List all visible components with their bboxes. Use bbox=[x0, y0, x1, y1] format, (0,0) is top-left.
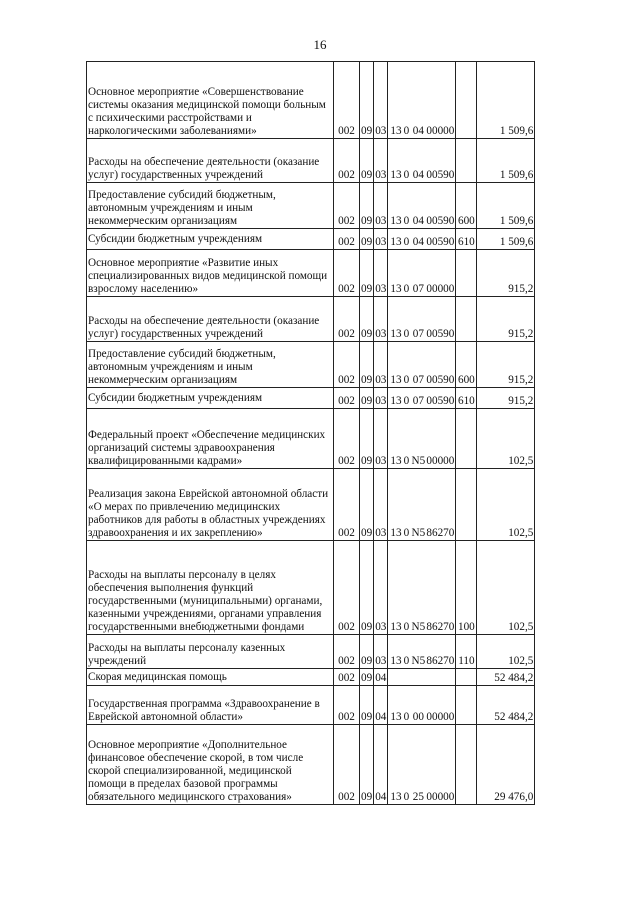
section-code: 09 bbox=[360, 388, 374, 409]
expense-type-code: 600 bbox=[456, 183, 477, 229]
target-article-code bbox=[388, 541, 456, 635]
target-article-code bbox=[388, 686, 456, 725]
table-row bbox=[87, 409, 535, 469]
budget-table bbox=[86, 61, 535, 805]
subsection-code: 03 bbox=[374, 297, 388, 342]
target-article-part: 86270 bbox=[426, 527, 455, 539]
target-article-part: 07 bbox=[412, 328, 424, 340]
row-name: Основное мероприятие «Дополнительное финансовое обеспечение скорой, в том числе скорой специализированной, медицинской помощи в пределах базовой программы обязательного медицинского страхования» bbox=[87, 725, 334, 805]
table-row bbox=[87, 725, 535, 805]
grbs-code: 002 bbox=[334, 388, 360, 409]
target-article-part: 13 bbox=[390, 374, 402, 386]
target-article-part: 00590 bbox=[426, 169, 455, 181]
amount: 1 509,6 bbox=[477, 229, 535, 250]
grbs-code: 002 bbox=[334, 541, 360, 635]
grbs-code: 002 bbox=[334, 250, 360, 297]
target-article-part: 0 bbox=[403, 711, 410, 723]
row-name: Федеральный проект «Обеспечение медицинских организаций системы здравоохранения квалифицированными кадрами» bbox=[87, 409, 334, 469]
amount: 102,5 bbox=[477, 469, 535, 541]
expense-type-code: 110 bbox=[456, 635, 477, 669]
row-name: Основное мероприятие «Совершенствование системы оказания медицинской помощи больным с психическими расстройствами и наркологическими заболеваниями» bbox=[87, 62, 334, 139]
target-article-code bbox=[388, 669, 456, 686]
expense-type-code: 610 bbox=[456, 388, 477, 409]
row-name: Основное мероприятие «Развитие иных специализированных видов медицинской помощи взрослому населению» bbox=[87, 250, 334, 297]
table-row bbox=[87, 183, 535, 229]
subsection-code: 04 bbox=[374, 669, 388, 686]
amount: 915,2 bbox=[477, 342, 535, 388]
table-row bbox=[87, 342, 535, 388]
row-name: Расходы на выплаты персоналу казенных учреждений bbox=[87, 635, 334, 669]
target-article-part: N5 bbox=[411, 655, 426, 667]
grbs-code: 002 bbox=[334, 183, 360, 229]
table-row bbox=[87, 297, 535, 342]
section-code: 09 bbox=[360, 686, 374, 725]
target-article-part: 00000 bbox=[426, 791, 455, 803]
target-article-part: 04 bbox=[412, 215, 424, 227]
target-article-part: 13 bbox=[390, 711, 402, 723]
section-code: 09 bbox=[360, 635, 374, 669]
grbs-code: 002 bbox=[334, 139, 360, 183]
section-code: 09 bbox=[360, 62, 374, 139]
grbs-code: 002 bbox=[334, 686, 360, 725]
target-article-part: 86270 bbox=[426, 655, 455, 667]
target-article-part: 13 bbox=[390, 455, 402, 467]
table-row bbox=[87, 669, 535, 686]
target-article-part: 0 bbox=[403, 527, 410, 539]
amount: 915,2 bbox=[477, 388, 535, 409]
target-article-part: 0 bbox=[403, 125, 410, 137]
target-article-part: 00000 bbox=[426, 125, 455, 137]
target-article-part: 13 bbox=[390, 215, 402, 227]
row-name: Субсидии бюджетным учреждениям bbox=[87, 229, 334, 250]
target-article-code bbox=[388, 635, 456, 669]
target-article-part: 13 bbox=[390, 125, 402, 137]
row-name: Расходы на выплаты персоналу в целях обеспечения выполнения функций государственными (муниципальными) органами, казенными учреждениями, органами управления государственными внебюджетными фондами bbox=[87, 541, 334, 635]
target-article-part: 00590 bbox=[426, 328, 455, 340]
grbs-code: 002 bbox=[334, 725, 360, 805]
section-code: 09 bbox=[360, 669, 374, 686]
target-article-part: 13 bbox=[390, 527, 402, 539]
page-number: 16 bbox=[313, 37, 327, 52]
target-article-part: 0 bbox=[403, 455, 410, 467]
amount: 102,5 bbox=[477, 541, 535, 635]
target-article-part: 13 bbox=[390, 283, 402, 295]
section-code: 09 bbox=[360, 409, 374, 469]
target-article-part: 13 bbox=[390, 395, 402, 407]
expense-type-code: 610 bbox=[456, 229, 477, 250]
subsection-code: 03 bbox=[374, 62, 388, 139]
section-code: 09 bbox=[360, 297, 374, 342]
subsection-code: 03 bbox=[374, 139, 388, 183]
target-article-part: 0 bbox=[403, 169, 410, 181]
amount: 1 509,6 bbox=[477, 183, 535, 229]
table-row bbox=[87, 635, 535, 669]
target-article-part: 07 bbox=[412, 374, 424, 386]
target-article-code bbox=[388, 183, 456, 229]
target-article-part: 13 bbox=[390, 621, 402, 633]
subsection-code: 03 bbox=[374, 342, 388, 388]
target-article-code bbox=[388, 139, 456, 183]
grbs-code: 002 bbox=[334, 469, 360, 541]
target-article-part: N5 bbox=[411, 621, 426, 633]
section-code: 09 bbox=[360, 469, 374, 541]
section-code: 09 bbox=[360, 541, 374, 635]
row-name: Предоставление субсидий бюджетным, автономным учреждениям и иным некоммерческим организациям bbox=[87, 183, 334, 229]
target-article-part: 00590 bbox=[426, 395, 455, 407]
amount: 102,5 bbox=[477, 409, 535, 469]
target-article-code bbox=[388, 297, 456, 342]
table-row bbox=[87, 541, 535, 635]
target-article-part: 0 bbox=[403, 395, 410, 407]
table-row bbox=[87, 229, 535, 250]
subsection-code: 03 bbox=[374, 469, 388, 541]
amount: 1 509,6 bbox=[477, 139, 535, 183]
row-name: Скорая медицинская помощь bbox=[87, 669, 334, 686]
section-code: 09 bbox=[360, 139, 374, 183]
table-row bbox=[87, 686, 535, 725]
section-code: 09 bbox=[360, 725, 374, 805]
row-name: Реализация закона Еврейской автономной области «О мерах по привлечению медицинских работников для работы в областных учреждениях здравоохранения и их закреплению» bbox=[87, 469, 334, 541]
row-name: Государственная программа «Здравоохранение в Еврейской автономной области» bbox=[87, 686, 334, 725]
amount: 52 484,2 bbox=[477, 669, 535, 686]
subsection-code: 03 bbox=[374, 541, 388, 635]
target-article-part: 04 bbox=[412, 125, 424, 137]
subsection-code: 03 bbox=[374, 388, 388, 409]
subsection-code: 04 bbox=[374, 725, 388, 805]
target-article-part: 13 bbox=[390, 655, 402, 667]
amount: 52 484,2 bbox=[477, 686, 535, 725]
target-article-code bbox=[388, 469, 456, 541]
budget-table-body bbox=[87, 62, 535, 805]
expense-type-code bbox=[456, 669, 477, 686]
row-name: Расходы на обеспечение деятельности (оказание услуг) государственных учреждений bbox=[87, 297, 334, 342]
target-article-code bbox=[388, 342, 456, 388]
target-article-part: 07 bbox=[412, 283, 424, 295]
target-article-part: 07 bbox=[412, 395, 424, 407]
expense-type-code bbox=[456, 139, 477, 183]
target-article-part: 00000 bbox=[426, 455, 455, 467]
section-code: 09 bbox=[360, 342, 374, 388]
target-article-part: 0 bbox=[403, 215, 410, 227]
grbs-code: 002 bbox=[334, 669, 360, 686]
target-article-part: 00590 bbox=[426, 374, 455, 386]
amount: 29 476,0 bbox=[477, 725, 535, 805]
target-article-part: 00590 bbox=[426, 215, 455, 227]
section-code: 09 bbox=[360, 229, 374, 250]
target-article-code bbox=[388, 62, 456, 139]
table-row bbox=[87, 139, 535, 183]
amount: 915,2 bbox=[477, 297, 535, 342]
target-article-part: 0 bbox=[403, 236, 410, 248]
target-article-part: 25 bbox=[412, 791, 424, 803]
section-code: 09 bbox=[360, 250, 374, 297]
target-article-code bbox=[388, 409, 456, 469]
table-row bbox=[87, 250, 535, 297]
target-article-part: 0 bbox=[403, 655, 410, 667]
target-article-code bbox=[388, 388, 456, 409]
target-article-part: 13 bbox=[390, 791, 402, 803]
grbs-code: 002 bbox=[334, 62, 360, 139]
target-article-code bbox=[388, 725, 456, 805]
expense-type-code: 600 bbox=[456, 342, 477, 388]
target-article-part: 86270 bbox=[426, 621, 455, 633]
expense-type-code bbox=[456, 409, 477, 469]
row-name: Субсидии бюджетным учреждениям bbox=[87, 388, 334, 409]
amount: 102,5 bbox=[477, 635, 535, 669]
subsection-code: 04 bbox=[374, 686, 388, 725]
target-article-part: 0 bbox=[403, 328, 410, 340]
target-article-part: 13 bbox=[390, 236, 402, 248]
section-code: 09 bbox=[360, 183, 374, 229]
expense-type-code bbox=[456, 250, 477, 297]
target-article-part: 13 bbox=[390, 328, 402, 340]
amount: 915,2 bbox=[477, 250, 535, 297]
target-article-part: 00000 bbox=[426, 283, 455, 295]
table-row bbox=[87, 388, 535, 409]
grbs-code: 002 bbox=[334, 635, 360, 669]
subsection-code: 03 bbox=[374, 250, 388, 297]
amount: 1 509,6 bbox=[477, 62, 535, 139]
target-article-part: 0 bbox=[403, 283, 410, 295]
grbs-code: 002 bbox=[334, 342, 360, 388]
grbs-code: 002 bbox=[334, 409, 360, 469]
target-article-part: 00 bbox=[412, 711, 424, 723]
target-article-part: N5 bbox=[411, 455, 426, 467]
row-name: Расходы на обеспечение деятельности (оказание услуг) государственных учреждений bbox=[87, 139, 334, 183]
expense-type-code: 100 bbox=[456, 541, 477, 635]
row-name: Предоставление субсидий бюджетным, автономным учреждениям и иным некоммерческим организациям bbox=[87, 342, 334, 388]
target-article-code bbox=[388, 250, 456, 297]
grbs-code: 002 bbox=[334, 229, 360, 250]
subsection-code: 03 bbox=[374, 183, 388, 229]
target-article-part: 04 bbox=[412, 169, 424, 181]
subsection-code: 03 bbox=[374, 229, 388, 250]
target-article-code bbox=[388, 229, 456, 250]
expense-type-code bbox=[456, 62, 477, 139]
expense-type-code bbox=[456, 686, 477, 725]
target-article-part: 04 bbox=[412, 236, 424, 248]
target-article-part: 0 bbox=[403, 374, 410, 386]
target-article-part: 0 bbox=[403, 791, 410, 803]
target-article-part: 00000 bbox=[426, 711, 455, 723]
target-article-part: 0 bbox=[403, 621, 410, 633]
grbs-code: 002 bbox=[334, 297, 360, 342]
table-row bbox=[87, 62, 535, 139]
expense-type-code bbox=[456, 469, 477, 541]
target-article-part: 13 bbox=[390, 169, 402, 181]
table-row bbox=[87, 469, 535, 541]
expense-type-code bbox=[456, 725, 477, 805]
expense-type-code bbox=[456, 297, 477, 342]
target-article-part: 00590 bbox=[426, 236, 455, 248]
subsection-code: 03 bbox=[374, 409, 388, 469]
subsection-code: 03 bbox=[374, 635, 388, 669]
target-article-part: N5 bbox=[411, 527, 426, 539]
